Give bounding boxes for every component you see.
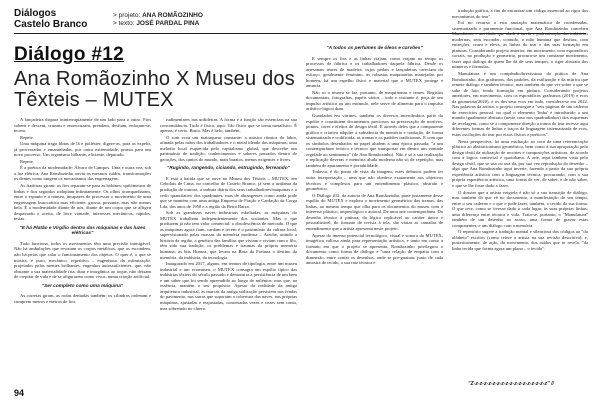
article-subtitle: Ana Romãozinho X Museu dos Têxteis – MUTEX	[14, 68, 295, 111]
section-line-1: Diálogos	[14, 8, 57, 19]
credit-text	[113, 20, 203, 28]
paragraph: Foi no recurso a esta anotação matemática de coordenadas, sistematizada e puramente funcional, que Ana Romãozinho concebeu Manufatura – um título que alude à tarefa e padronização das indústrias modernas, sem esconder, contudo, a mão humana que desfiou, com entreções, cruza e eleva, as linhas do tear e das suas formação em pinturas. Considerando projeto anterior, em movimento, com esporadicos corrais, na produção e geometria, procura-se um constante movimento, fazer aqui diálogo de quem lhe dá de seus tempos, o rigor abstrato dos números e fórmulas.	[452, 20, 588, 70]
paragraph: Inaugurado em 2017, alguns, em termos de tipologia, entre um museu industrial e um ecomuseu, o MUTEX consagra um espólio típico das indústrias têxteis do século passado e demonstra a persistência de um bem e um saber que foi sendo apreendido ao longo de milénios; mas que, na essência, mantém o seu propósito. Apesar da realidade da antiga arquitetura industrial, as marcas da antiga utilização persistem nas fendas do pavimento, nas sarras que suportam a cobertura das naves, nas próprias máquinas, ajustadas e reajustadas, consertadas vezes e vezes sem conta, mas sobretudo no chiero.	[160, 261, 297, 311]
paragraph: Nesta perspectiva, há uma exultação ao coin de uma referenciação plástica ao abstracionismo geométrico, bem como à sua apropriação pelo design têxtil da utilização de recortes e composições artísticas, de acordo com a lógica comercial e quotidiana. A arte, aqui também vista pelo design têxtil, que se usa ou usa da, por sua vez reprodução do desenho – algo que Ana Romãozinho aqui inverte, fazendo a partir da sua própria experiência artística com a linguagem técnica, procurando, com a sua própria experiência artística, uma forma de ver, de saber, e de não saber, o que se lhe fosse dado a fazer.	[452, 138, 588, 188]
paragraph: Sob as grandezas naves industriais esbeltadas, as máquinas do MUTEX trabalham independentemente dos visitantes. Mas o que produzem já não tem valor comercial: a obsolescência de mercado. O que as máquinas agora fiam, cardam e tecem é o património da cultura local, supervisionado pelas massas da memória moderna – Arache, unindo a história da região, a genética das famílias que viviam e viviam com o filo, têm sido sua tradição, os problemas e traumas da própria memória humana; as bits Homoa, que levam na Rota da Fortuna o destino da memória, da indústria, da tecnologia.	[160, 210, 297, 260]
paragraph: O som ecoa um matraquear constante: a música rítmica do labor, afinada pelas mãos dos trabalhadores e o metal ideado das máquinas; uma melodia local esquecida pelo capitalismo global, que descrebe um património de tradição, conhecimentos e saberes passados dentro de gerações, dos cantos do mundo, mais baratos, menos exigentes e livres.	[160, 134, 297, 162]
paragraph: Apesar do imenso potencial tecnológico, visual e sonoro do MUTEX, imagética valiosa ainda para representação artística, e tanto em conto a formato em que o projeto se apresenta, Romãozinho privilegiou o documento como forma de diálogo e "uma relação de empatia com a dimensão, entre contar os desenhos, onde se pre-guatuar, junto de cada amostra de tecido, a sua raiz técnica e	[306, 232, 443, 266]
paragraph: Manufatura é um compêndio/brevíssimo da prática de Ana Romãozinho, dos grafismos, dos padrões, da estilização e da mitrica que remete diálogo e também técnico, mas também do que ver sobre o que se sabe de fato, tendo formação em pintura. Considerando projetos anteriores, em movimento, com os esporádicos grafismos (2019) e ecos da geometria(2020), e os dos seus ecos em tudo, considera-se em 2022. Nas palavras da artista, o projeto consegue a "seis páginas de um caderno de exercícios pessoal, no qual o elemento 'linha' é introduzido a um mundo igualmente abstrato (neste caso nos quadradinhos) dos esquemas de tecelagem, como se a componente direção a trama do tear tecesse aqui diferentes formas de linhas e traços da linguagem sistematizada de ecos, estas oscilações do tear por eixos físicos e poéticos".	[452, 71, 588, 138]
text-column-1	[14, 117, 151, 383]
paragraph: Guardados em vitrines, também os diversos intercâmbios parte do espólio e constituem documentos preciosos na preservação de motivos, pontos, cores e efeitos do design têxtil. E através deles que a componente gráfica e criativa adquire a substância da memória e tradução, de forma sistematizada e codificada, as tramas e os padrões tradicionais. E com que os símbolos desenhados no papel aludem a uma época passada, "a um contemporâneo teórico e técnico que transportar em dentro um vontade regidade ao sentimento" (de Ana Romãozinho). Não é só a sua realização e replicação deveras e memória aluda moderna não só de repetição, mas também de apuramento e portabilidade.	[306, 113, 443, 168]
credits	[113, 12, 203, 28]
paragraph: Não só o museu se faz, portanto, de maquinarias e teares. Registos documentais, fotografias, papéis vários – todo o visitante é, peça de um impulso artístico ou um estímulo, nele serve de alimento para o impulso artístico-lógico dum.	[306, 89, 443, 112]
text-column-4	[452, 8, 588, 378]
paragraph: Repete.	[20, 158, 34, 164]
paragraph: Todavia, é do ponto de vista da imagem, estes debuxos podem ter outra interpretação – uma que não obedece exatamente aos objetivos técnicos e complexos para um entendimento plástico, abstrato e geométrico.	[306, 169, 443, 192]
article-title: Diálogo #12	[14, 44, 124, 65]
pull-quote: "Ser completo como uma máquina"	[41, 283, 124, 289]
credit-project-value: ANA ROMÃOZINHO	[142, 12, 203, 19]
paragraph: O dossier que a artista veigrela é não só a sua transição de diálogo, mas também do que vê no documento, a manifestação do seu tempo, entre o seu caderno e o que o pode fazer, também, o tecido da sua forma. O que tece, como se tivesse dado a cada lugar, às suas próprias linhas; uma diferença entre técnica e vida. Trata-se, portanto, o "Manufatura" também de um desenho ao acaso, uma forma de gravar estas componentes, e um diálogo com a memória.	[452, 189, 588, 228]
closing-quote: "Z-z-z-z-z-z-z-z-z-z-z-z-z-z-z-z-z-z" //	[468, 381, 554, 387]
paragraph: As correias giram, as rodas dentadas também; os cilindros ordenam e cumprem metros e metros de fios	[14, 293, 151, 304]
text-column-3	[306, 42, 443, 383]
paragraph: As fiadeiras giram; os fios reparam-se para as bobines; quilómetros de linhas e fios seguidos rodopiam infinitamente. Os olhos acompanharam, entre o espanto e a náusea, incapazes de processar o movimento de uma engrenagem burocrática mas eficiente, grossa, possante, mas não menos bela. É a modernidade diante de nós, diante de um corpo que se afligeu despassado e aceita, de livre vontade, interesses mecânicos, rápidos, testas.	[14, 183, 151, 222]
paragraph: E está a batida que se ouve no Museu dos Têxteis – MUTEX, em Cebolais de Cima, no concelho de Castelo Branco, já sem a azáfama da produção de outrora, a tarbuta diária dos seus trabalhadores/máquinas e o cedo quantitativo dos quadrantes, mas de abrangentes como ainda pode que se mantém com uma antiga Empresa de Fiação e Cardação da Corga Lda, dos anos de 1950 e a região da Beira Baixa.	[160, 175, 297, 209]
paragraph: A lançadeira dispara ininterruptamente de um lado para o outro. Fios sobem e descem, cruzam e entrecruzam, prendem, desfiam, enlaçam-se, tecem.	[14, 117, 151, 134]
section-line-2: Castelo Branco	[14, 19, 88, 30]
pull-quote: "A todos os perfumes de óleos e carvões"	[326, 46, 423, 51]
credit-project-label: > projeto:	[113, 12, 141, 19]
paragraph: Uma máquina traga fibras de lã e poliéster, digere-as, para as expelir, já processadas e emaranhadas, por outra extremidade, pronta para um novo processo. Um organismo bilhante, eficiente, depurado.	[14, 141, 151, 158]
section-header	[14, 8, 87, 30]
page-number: 94	[14, 388, 25, 398]
credit-text-label: > texto:	[113, 20, 135, 27]
paragraph: É a poética da modernidade: Álvaro de Campos. Uma e outra vez, sob a luz elétrica, Ana Romãozinho ouviu os mesmos ruídos, transformações os dentes como rangem os mecanismos das engrenagens.	[14, 165, 151, 182]
pull-quote: "Rugindo, rangendo, ciciando, estrugindo, ferreando"	[167, 166, 290, 172]
credit-text-value: JOSÉ PARDAL PINA	[136, 20, 200, 27]
credit-project	[113, 12, 203, 20]
paragraph: O Diálogo #12, da autoria de Ana Romãozinho, parte justamente desse espólio do MUTEX e explora o movimento geométrico das tramas, das linhas, ao mesmo tempo que olha para os documentos do museu com o interesse plástico, arqueológico e autoral. De uma arte contemporânea. Do desenho técnico à pintura, da lógica replicável ao caráter único e pessoalizável, do formato de revista à tela, são várias as camadas de entendimento que a artista apresenta neste projeto.	[306, 192, 443, 231]
paragraph: rudimentares nas urdideiras. A forma e a função são essenciais na sua concomitância. Tudo é físico, aqui. Tão físico que se torna metafísico. É apenas, é certo. Bruto. Mas é belo, também.	[160, 117, 297, 134]
paragraph: O repertório sugere a tradução mental e silenciosa dos códigos ao "do alfabeto" escritos (como refere a artista na sua revisão descritiva), e, posteriormente, de ação, do movimento, dos ruídos que se revela, "da linha tecida que forma agora um plano – o tecido".	[452, 229, 588, 251]
text-column-2	[160, 117, 297, 383]
paragraph: tradução gráfica, a fim de encontrar um código essencial ao rigor dos mecanismos do tear".	[452, 8, 588, 19]
paragraph: Tudo funciona, todos os movimentos têm uma precisão inimigável. Não há ambulações que revistam os corpos metálicos, que os escondem, não há peias que calar o funcionamento dos objetos. O quer é, o que se mostra, é puro, mecânico, repetitivo – engenhoso da ostimização, projetados pelas mentes brilhantes, engenhos autossuficientes, que, não obstante a sua materialidade fria, dura e inorgânica ao toque, não deixam de crepitar de vida e de se afigurarem como vivos, numa criação artificial.	[14, 240, 151, 280]
pull-quote: "E há Platão e Virgílio dentro das máquinas e das luzes elétricas"	[19, 225, 146, 237]
paragraph: E sempre os fios e as linhas viajam, como viajam no tempo os processos de fábrica e os trabalhadores daquela fábrica. Desde os artesanais teares de madeira, cujos pedais e lançadeiras careciam do esforço, geralmente feminino, às robustas maquinarias manejadas por homens, há um espelho físico e material que o MUTEX protege e anuncia.	[306, 55, 443, 89]
paragraph: Repete.	[20, 134, 34, 140]
